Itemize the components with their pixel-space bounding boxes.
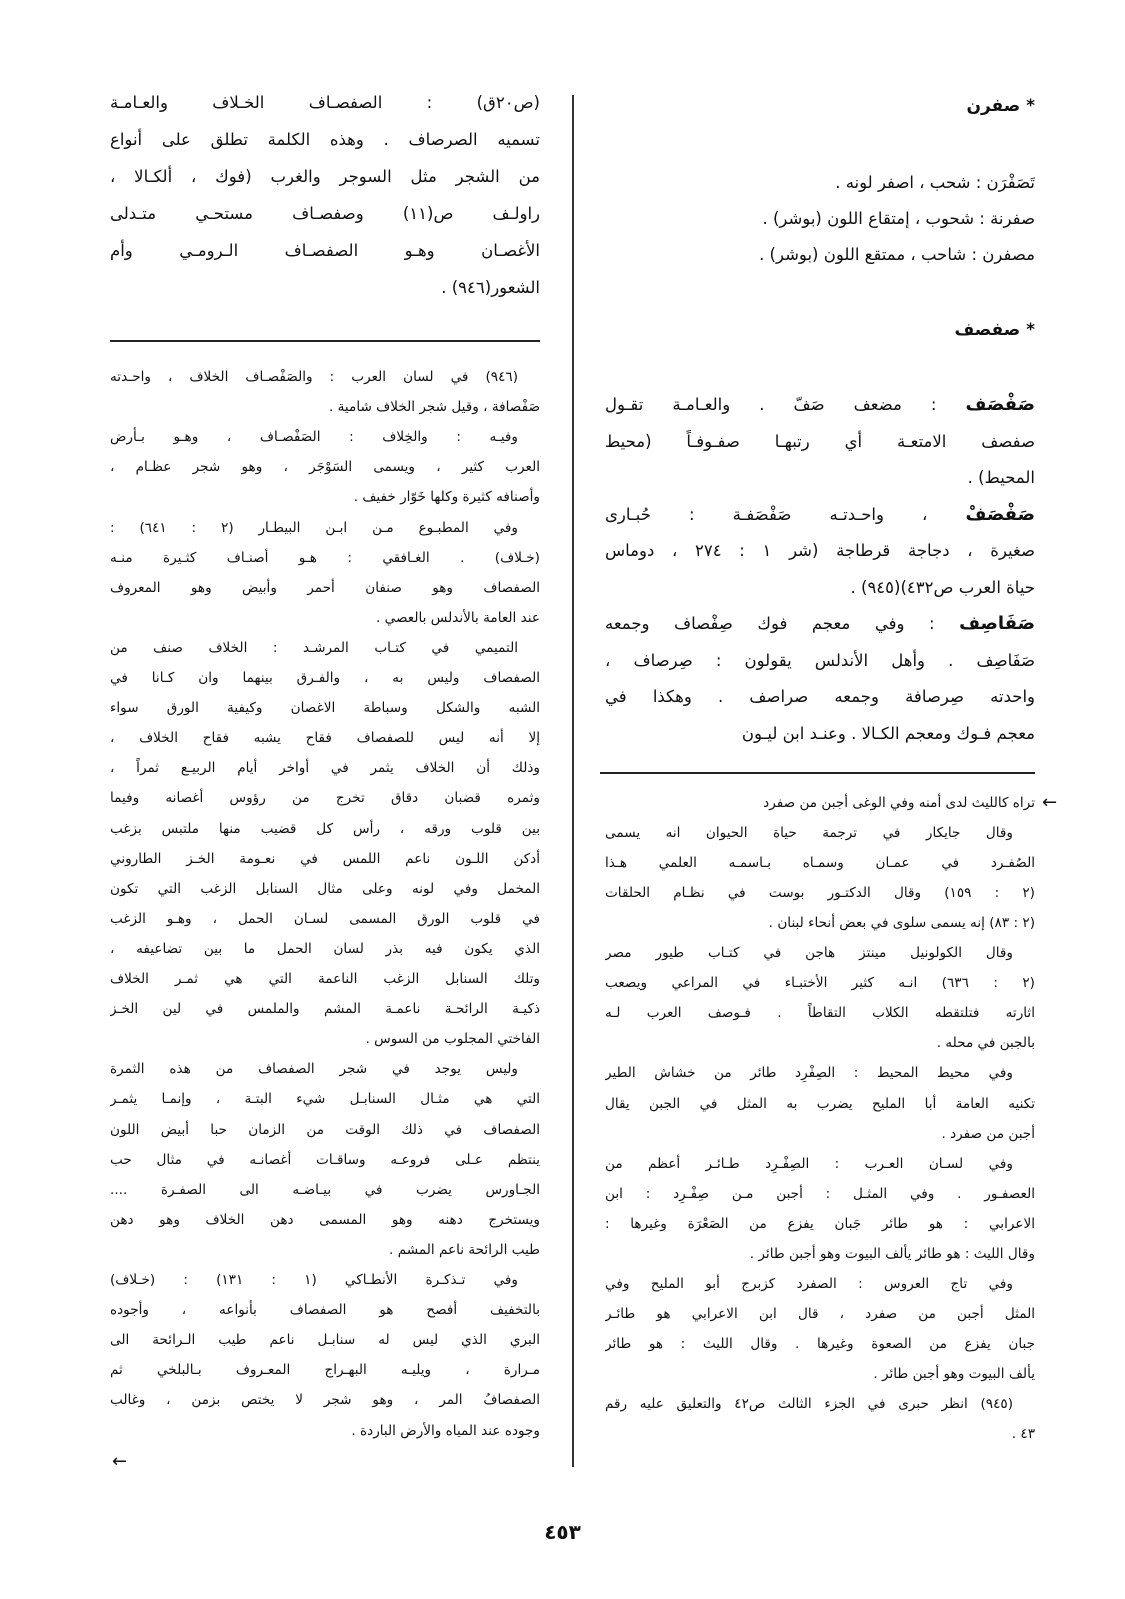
text-line: صفصف الامتعـة أي رتبهـا صفـوفـاً (محيط [605, 431, 1035, 451]
headword: صَفْصَفْ [965, 503, 1035, 525]
text-line: وفي تـذكـرة الأنطـاكي (١ : ١٣١) : (خـلاف) [110, 1272, 518, 1288]
text-line: الفاختي المجلوب من السوس . [365, 1031, 540, 1048]
text-line: التميمي في كتـاب المرشـد : الخلاف صنف من [110, 639, 518, 656]
headword: صَفْصَف [965, 394, 1035, 415]
page-number: ٤٥٣ [544, 1520, 581, 1544]
text-line: العرب كثير ، ويسمى السَوْجَر ، وهو شجر عظـام ، [110, 459, 540, 476]
text-line: (٢ : ٨٣) إنه يسمى سلوى في بعض أنحاء لبنان . [768, 915, 1035, 932]
text-line: الصُفـرد في عمـان وسمـاه بـاسمـه العلمي هـذا [605, 855, 1035, 872]
text-line: المثل أجبن من صفرد ، قال ابن الاعرابي هو طائـر [605, 1305, 1035, 1322]
text-line: وفي تاج العروس : الصفرد كزبرج أبو المليح وفي [605, 1275, 1013, 1292]
text-line: المخمل وفي لونه وعلى مثال السنابل الزغب التي تكون [110, 880, 540, 897]
text-line: الذي يكون فيه بذر لسان الحمل ما بين تضاعيفه ، [110, 940, 540, 957]
text-line: ويستخرج دهنه وهو المسمى دهن الخلاف وهو دهن [110, 1211, 540, 1228]
text-line: (٢ : ٦٣٦) انـه كثير الأختبـاء في المراعي ويصعب [605, 975, 1035, 992]
entry-heading-safsaf: * صفصف [954, 320, 1035, 340]
text-line [110, 88, 540, 118]
text-line: وجوده عند المياه والأرض الباردة . [351, 1422, 540, 1439]
text-line: وفي لسـان العـرب : الصِفْـرِد طـائـر أعظم من [605, 1155, 1013, 1172]
text-line: الشعور(٩٤٦) . [441, 278, 540, 297]
text-line: الصفصافُ المر ، وهو شجر لا يختص بزمن ، وغالب [110, 1392, 540, 1409]
text-line: صَفْصافة ، وقيل شجر الخلاف شامية . [329, 399, 540, 416]
headword: صَفَاصِف [959, 613, 1035, 634]
text-line: البري الذي ليس له سنابـل ناعم طيب الـرائحة الى [110, 1332, 540, 1349]
text-line: (خـلاف) . الغـافقي : هـو أصنـاف كثـيرة منـه [110, 549, 540, 566]
text-line: وذلك أن الخلاف يثمر في أواخر أيام الربيـع ثمراً ، [110, 760, 540, 777]
text-line: (٢ : ١٥٩) وقال الدكتـور بوست في نظـام الحلقات [605, 885, 1035, 902]
text-line: صفرنة : شحوب ، إمتقاع اللون (بوشر) . [762, 209, 1035, 228]
text-line [605, 609, 1035, 639]
text-line: وفي محيط المحيط : الصِفْرِد طائر من خشاش الطير [605, 1065, 1013, 1082]
text-line: وأصنافه كثيرة وكلها خَوّار خفيف . [353, 489, 540, 506]
text-line: من الشجر مثل السوجر والغرب (فوك ، ألكـالا ، [110, 167, 540, 186]
text-line: جبان يفزع من الصعوة وغيرها . وقال الليث : هو طائر [605, 1335, 1035, 1352]
text-line: بالجبن في محله . [936, 1035, 1035, 1052]
text-line: مـرارة ، ويليـه البهـراج المعـروف بـالبلخي ثم [110, 1362, 540, 1379]
text-line: التي هي مثـال السنابـل شيء البتـة ، وإنمـا يثمـر [110, 1091, 540, 1108]
text-line: وفي المطبـوع مـن ابـن البيطـار (٢ : ٦٤١) : [110, 519, 518, 536]
text-line: ٤٣ . [1011, 1426, 1035, 1443]
text-line: يألف البيوت وهو أجبن طائر . [873, 1365, 1035, 1382]
text-line: اثارته فتلتقطه الكلاب التقاطاً . فـوصف العرب لـه [605, 1005, 1035, 1022]
text-line: مصفرن : شاحب ، ممتقع اللون (بوشر) . [759, 245, 1035, 264]
text-line: وقال الليث : هو طائر يألف البيوت وهو أجبن طائر . [749, 1245, 1035, 1262]
text-line: الصفصاف وهو صنفان أحمر وأبيض وهو المعروف [110, 579, 540, 596]
text-line: وثمره قضبان دقاق تخرج من رؤوس أغصانه وفيما [110, 790, 540, 807]
text-line: ينتظم عـلى فروعـه وساقـات أغصانـه في مثال حب [110, 1151, 540, 1168]
line-text: : وفي معجم فوك صِفْصاف وجمعه [605, 614, 960, 633]
text-line: الصفصاف في ذلك الوقت من الزمان حبا أبيض اللون [110, 1121, 540, 1138]
right-column [605, 0, 1035, 1599]
text-line: راولـف ص(١١) وصفصـاف مستحـي متـدلى [110, 204, 540, 223]
text-line: (٩٤٦) في لسان العرب : والصَفْصـاف الخلاف ، واحـدته [110, 369, 518, 385]
line-text: : مضعف صَفّ . والعـامـة تقـول [605, 395, 966, 414]
text-line: وفيـه : والخِلاف : الصَفْصـاف ، وهـو بـأرض [110, 429, 518, 446]
text-line: تَصَفْرَن : شحب ، اصفر لونه . [835, 173, 1035, 192]
text-line: الجـاورس يضرب في بيـاضـه الى الصفـرة .... [110, 1181, 540, 1198]
text-line: حياة العرب ص٤٣٢)(٩٤٥) . [850, 577, 1035, 597]
text-line: وليس يوجد في شجر الصفصاف من هذه الثمرة [110, 1061, 518, 1078]
text-line [605, 500, 1035, 530]
text-line: إلا أنه ليس للصفصاف فقاح يشبه فقاح الخلاف ، [110, 730, 540, 747]
text-line: طيب الرائحة ناعم المشم . [389, 1241, 540, 1258]
text-line: العصفـور . وفي المثـل : أجبن مـن صِفْـرِد : ابن [605, 1185, 1035, 1202]
text-line [605, 390, 1035, 420]
text-line: تكنيه العامة أبا المليح يضرب به المثل في الجبن يقال [605, 1095, 1035, 1112]
text-line: أجبن من صفرد . [941, 1125, 1035, 1142]
line-text: ، واحـدتـه صَفْصَفـة : حُبـارى [605, 504, 966, 524]
entry-heading-safran: * صفرن [966, 96, 1035, 116]
right-footnote-rule [600, 772, 1035, 774]
text-line: عند العامة بالأندلس بالعصي . [376, 609, 540, 626]
text-line: المحيط) . [967, 468, 1035, 487]
left-continuation-arrow-icon: ← [112, 1451, 128, 1472]
text-line: الاعرابي : هو طائر جَبان يفزع من الصَعْرَة وغيرها : [605, 1215, 1035, 1232]
text-line: واحدته صِرصافة وجمعه صراصف . وهكذا في [605, 687, 1035, 706]
text-line: بين قلوب ورقه ، رأس كل قضيب منها ملتبس بزغب [110, 820, 540, 837]
text-line: معجم فـوك ومعجم الكـالا . وعنـد ابن ليـون [741, 723, 1035, 743]
text-line: أدكن اللـون ناعم اللمس في نعـومة الخـز الطاروني [110, 850, 540, 867]
text-line: الشبه والشكل وسباطة الاغصان وكيفية الورق سواء [110, 700, 540, 717]
text-line: وتلك السنابل الزغب الناعمة التي هي ثمـر الخلاف [110, 971, 540, 987]
right-continuation-arrow-icon: ← [1042, 792, 1058, 813]
text-line: تراه كالليث لدى أمنه وفي الوغى أجبن من صفرد [763, 795, 1035, 811]
text-line: تسميه الصرصاف . وهذه الكلمة تطلق على أنواع [110, 130, 540, 149]
line-text: (ص٢٠ق) : الصفصـاف الخـلاف والعـامـة [110, 93, 540, 112]
text-line: (٩٤٥) انظر حبرى في الجزء الثالث ص٤٢ والتعليق عليه رقم [605, 1396, 1013, 1412]
text-line: الأغصـان وهـو الصفصـاف الـرومـي وأم [110, 241, 540, 260]
text-line: في قلوب الورق المسمى لسـان الحمل ، وهـو الزغب [110, 910, 540, 927]
text-line: ذكيـة الرائحـة ناعمـة المشم والملمس في لين الخـز [110, 1001, 540, 1018]
text-line: الصفصاف وليس به ، والفـرق بينهما وان كـانا في [110, 670, 540, 686]
left-footnote-rule [110, 340, 540, 342]
text-line: بالتخفيف أفصح هو الصفصاف بأنواعه ، وأجوده [110, 1302, 540, 1319]
column-divider [572, 95, 574, 1467]
text-line: صَفَاصِف . وأهل الأندلس يقولون : صِرصاف ، [605, 650, 1035, 670]
text-line: صغيرة ، دجاجة قرطاجة (شر ١ : ٢٧٤ ، دوماس [605, 541, 1035, 560]
left-column [110, 0, 540, 1599]
text-line: وقال جايكار في ترجمة حياة الحيوان انه يسمى [605, 825, 1013, 842]
text-line: وقال الكولونيل مينتز هاجن في كتـاب طيور مصر [605, 945, 1013, 962]
